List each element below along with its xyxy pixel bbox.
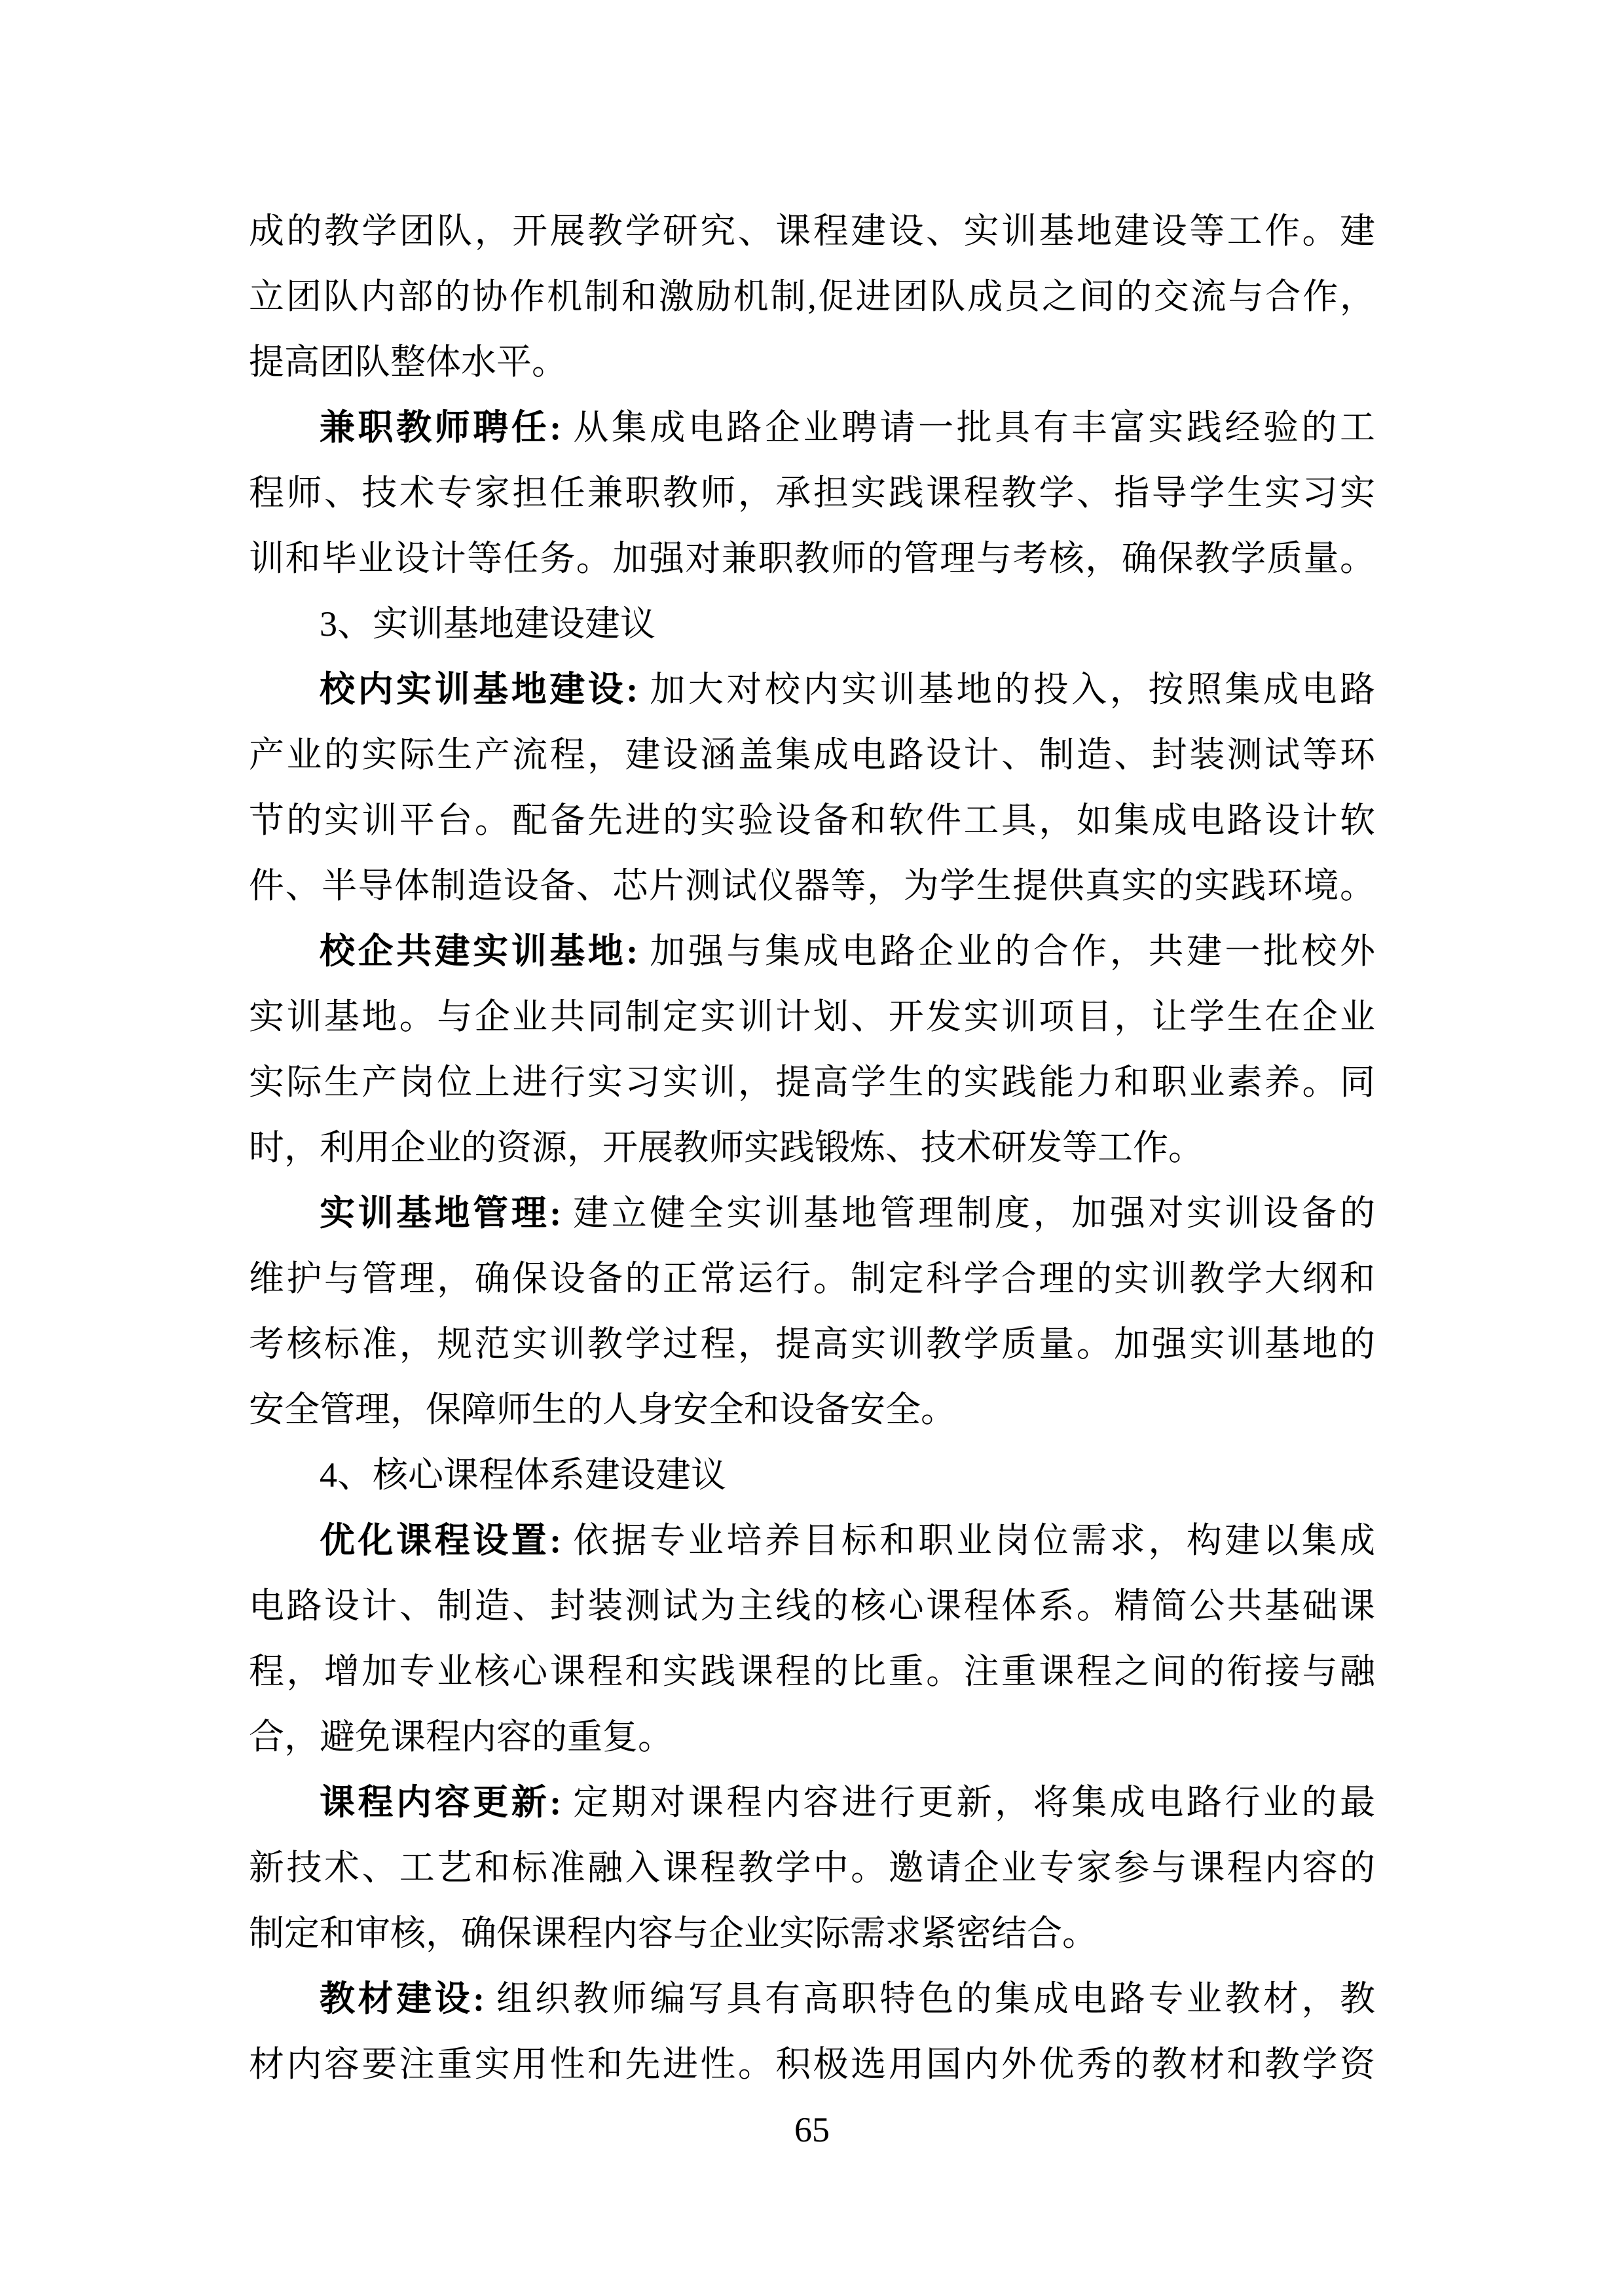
line-text: 依据专业培养目标和职业岗位需求，构建以集成 (561, 1521, 1376, 1560)
text-line (249, 657, 1375, 722)
text-line (249, 1901, 1375, 1966)
text-line (249, 1180, 1375, 1246)
paragraph-lead: 实训基地管理: (320, 1194, 562, 1233)
line-text: 制定和审核，确保课程内容与企业实际需求紧密结合。 (249, 1914, 1098, 1953)
text-body (249, 198, 1375, 2097)
text-line (249, 1049, 1375, 1115)
line-text: 定期对课程内容进行更新，将集成电路行业的最 (561, 1783, 1376, 1822)
line-text: 安全管理，保障师生的人身安全和设备安全。 (249, 1390, 956, 1429)
line-text: 程，增加专业核心课程和实践课程的比重。注重课程之间的衔接与融 (249, 1652, 1375, 1691)
text-line (249, 1246, 1375, 1311)
paragraph-lead: 校内实训基地建设: (320, 670, 638, 709)
text-line (249, 919, 1375, 984)
line-text: 建立健全实训基地管理制度，加强对实训设备的 (561, 1194, 1376, 1233)
line-text: 维护与管理，确保设备的正常运行。制定科学合理的实训教学大纲和 (249, 1259, 1375, 1298)
text-line (249, 1442, 1375, 1508)
text-line (249, 1966, 1375, 2032)
text-line (249, 198, 1375, 264)
text-line (249, 722, 1375, 788)
line-text: 考核标准，规范实训教学过程，提高实训教学质量。加强实训基地的 (249, 1324, 1375, 1364)
line-text: 立团队内部的协作机制和激励机制,促进团队成员之间的交流与合作， (249, 277, 1375, 316)
line-text: 3、实训基地建设建议 (320, 604, 655, 644)
paragraph-lead: 兼职教师聘任: (320, 408, 562, 447)
line-text: 组织教师编写具有高职特色的集成电路专业教材，教 (485, 1979, 1376, 2018)
text-line (249, 1835, 1375, 1901)
text-line (249, 395, 1375, 460)
text-line (249, 591, 1375, 657)
text-line (249, 1573, 1375, 1639)
text-line (249, 788, 1375, 853)
text-line (249, 984, 1375, 1049)
line-text: 产业的实际生产流程，建设涵盖集成电路设计、制造、封装测试等环 (249, 735, 1375, 774)
line-text: 实训基地。与企业共同制定实训计划、开发实训项目，让学生在企业 (249, 997, 1375, 1036)
line-text: 节的实训平台。配备先进的实验设备和软件工具，如集成电路设计软 (249, 801, 1375, 840)
text-line (249, 1639, 1375, 1704)
paragraph-lead: 教材建设: (320, 1979, 485, 2018)
text-line (249, 264, 1375, 329)
text-line (249, 1704, 1375, 1770)
text-line (249, 329, 1375, 395)
text-line (249, 1508, 1375, 1573)
text-line (249, 1115, 1375, 1180)
text-line (249, 853, 1375, 919)
line-text: 4、核心课程体系建设建议 (320, 1455, 726, 1495)
line-text: 材内容要注重实用性和先进性。积极选用国内外优秀的教材和教学资 (249, 2045, 1375, 2084)
paragraph-lead: 课程内容更新: (320, 1783, 562, 1822)
line-text: 电路设计、制造、封装测试为主线的核心课程体系。精简公共基础课 (249, 1586, 1375, 1626)
line-text: 件、半导体制造设备、芯片测试仪器等，为学生提供真实的实践环境。 (249, 866, 1375, 905)
page-number: 65 (794, 2110, 830, 2149)
text-line (249, 526, 1375, 591)
line-text: 加大对校内实训基地的投入，按照集成电路 (638, 670, 1376, 709)
line-text: 新技术、工艺和标准融入课程教学中。邀请企业专家参与课程内容的 (249, 1848, 1375, 1887)
line-text: 加强与集成电路企业的合作，共建一批校外 (638, 932, 1376, 971)
text-line (249, 460, 1375, 526)
line-text: 成的教学团队，开展教学研究、课程建设、实训基地建设等工作。建 (249, 211, 1375, 251)
text-line (249, 2032, 1375, 2097)
paragraph-lead: 校企共建实训基地: (320, 932, 638, 971)
line-text: 程师、技术专家担任兼职教师，承担实践课程教学、指导学生实习实 (249, 473, 1375, 513)
line-text: 从集成电路企业聘请一批具有丰富实践经验的工 (561, 408, 1376, 447)
text-line (249, 1377, 1375, 1442)
text-line (249, 1311, 1375, 1377)
line-text: 时，利用企业的资源，开展教师实践锻炼、技术研发等工作。 (249, 1128, 1204, 1167)
line-text: 实际生产岗位上进行实习实训，提高学生的实践能力和职业素养。同 (249, 1063, 1375, 1102)
line-text: 提高团队整体水平。 (249, 342, 567, 382)
line-text: 合，避免课程内容的重复。 (249, 1717, 673, 1757)
line-text: 训和毕业设计等任务。加强对兼职教师的管理与考核，确保教学质量。 (249, 539, 1375, 578)
text-line (249, 1770, 1375, 1835)
paragraph-lead: 优化课程设置: (320, 1521, 562, 1560)
